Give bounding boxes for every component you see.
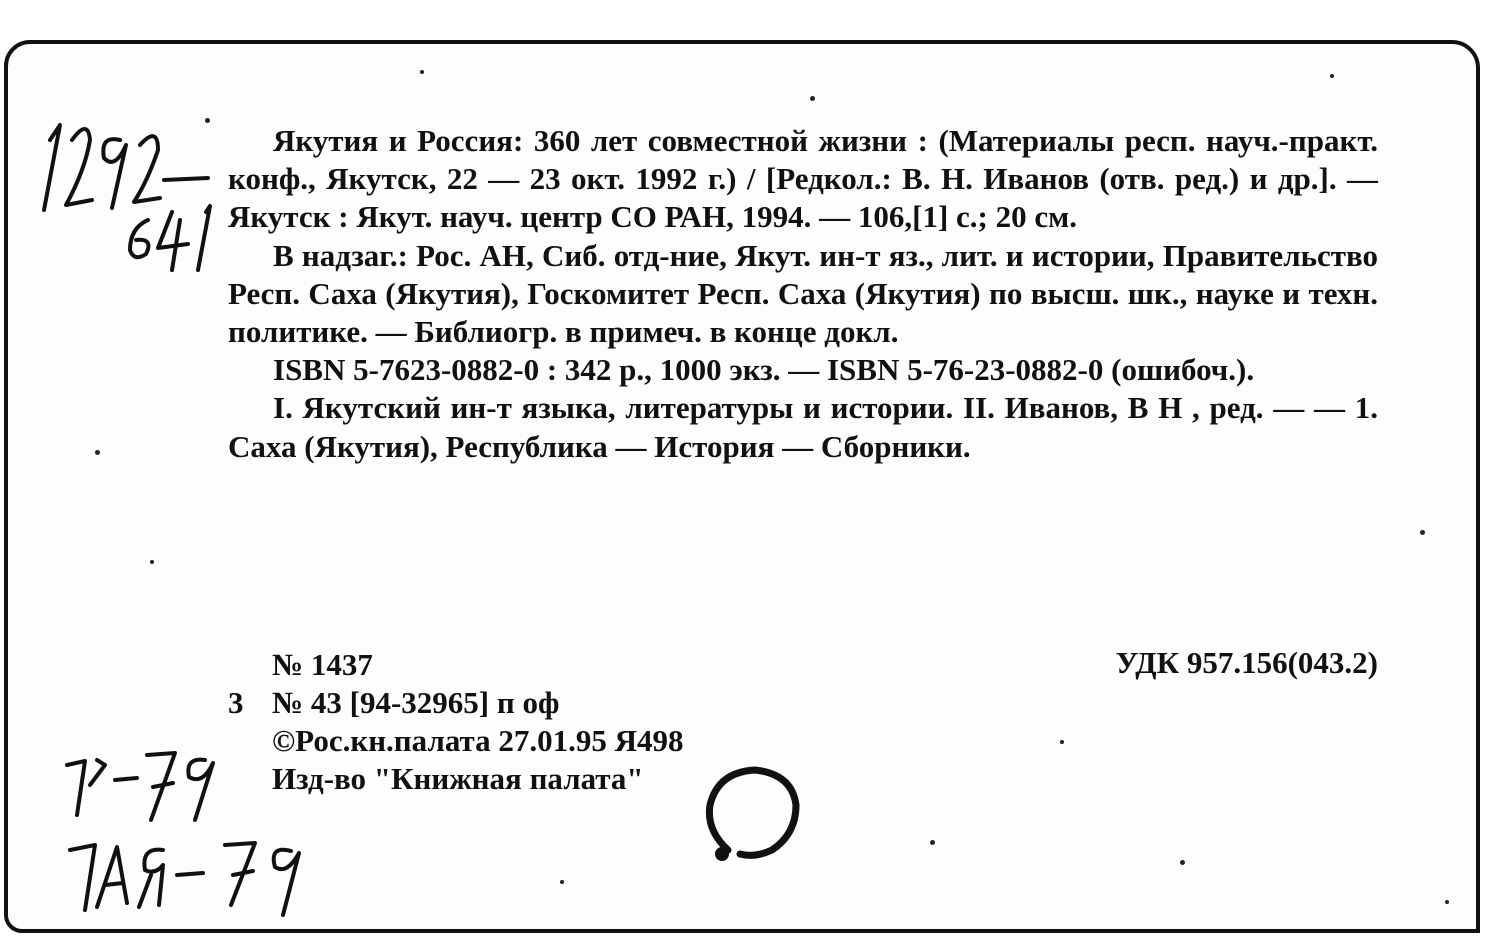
copyright-line: ©Рос.кн.палата 27.01.95 Я498 bbox=[272, 723, 684, 758]
speck bbox=[810, 96, 815, 101]
record-paragraph-4: I. Якутский ин-т языка, литературы и истории. II. Иванов, В Н , ред. — — 1. Саха (Якутия), Республика — История — Сборники. bbox=[228, 390, 1378, 464]
speck bbox=[420, 70, 424, 74]
speck bbox=[1420, 530, 1425, 535]
record-note-paragraph bbox=[228, 237, 1378, 352]
record-paragraph-3: ISBN 5-7623-0882-0 : 342 р., 1000 экз. — ISBN 5-76-23-0882-0 (ошибоч.). bbox=[273, 352, 1255, 388]
record-title-paragraph bbox=[228, 122, 1378, 237]
speck bbox=[1330, 74, 1334, 78]
record-paragraph-2: В надзаг.: Рос. АН, Сиб. отд-ние, Якут. ин-т яз., лит. и истории, Правительство Респ. Саха (Якутия), Госкомитет Респ. Саха (Якутия) по высш. шк., науке и техн. политике. — Библиогр. в примеч. в конце докл. bbox=[228, 237, 1378, 350]
record-isbn-paragraph bbox=[228, 351, 1378, 389]
speck bbox=[1060, 740, 1064, 744]
ring-stamp-mark bbox=[700, 760, 810, 870]
order-prefix: 3 bbox=[228, 685, 244, 720]
speck bbox=[930, 840, 935, 845]
handwritten-shelf-mark-top bbox=[30, 100, 230, 290]
udk-code: УДК 957.156(043.2) bbox=[1115, 645, 1378, 680]
publisher-line: Изд-во "Книжная палата" bbox=[272, 761, 644, 796]
speck bbox=[150, 560, 154, 564]
speck bbox=[1180, 860, 1185, 865]
record-body bbox=[228, 122, 1378, 466]
speck bbox=[205, 118, 210, 123]
record-paragraph-1: Якутия и Россия: 360 лет совместной жизни : (Материалы респ. науч.-практ. конф., Якутск, 22 — 23 окт. 1992 г.) / [Редкол.: В. Н. Иванов (отв. ред.) и др.]. — Якутск : Якут. науч. центр СО РАН, 1994. — 106,[1] с.; 20 см. bbox=[228, 123, 1378, 235]
handwritten-shelf-mark-bottom bbox=[55, 725, 355, 935]
order-line: № 43 [94-32965] п оф bbox=[272, 685, 560, 720]
speck bbox=[560, 880, 564, 884]
speck bbox=[1445, 900, 1449, 904]
card-number: № 1437 bbox=[272, 647, 373, 682]
record-tracing-paragraph bbox=[228, 389, 1378, 465]
speck bbox=[95, 450, 100, 455]
